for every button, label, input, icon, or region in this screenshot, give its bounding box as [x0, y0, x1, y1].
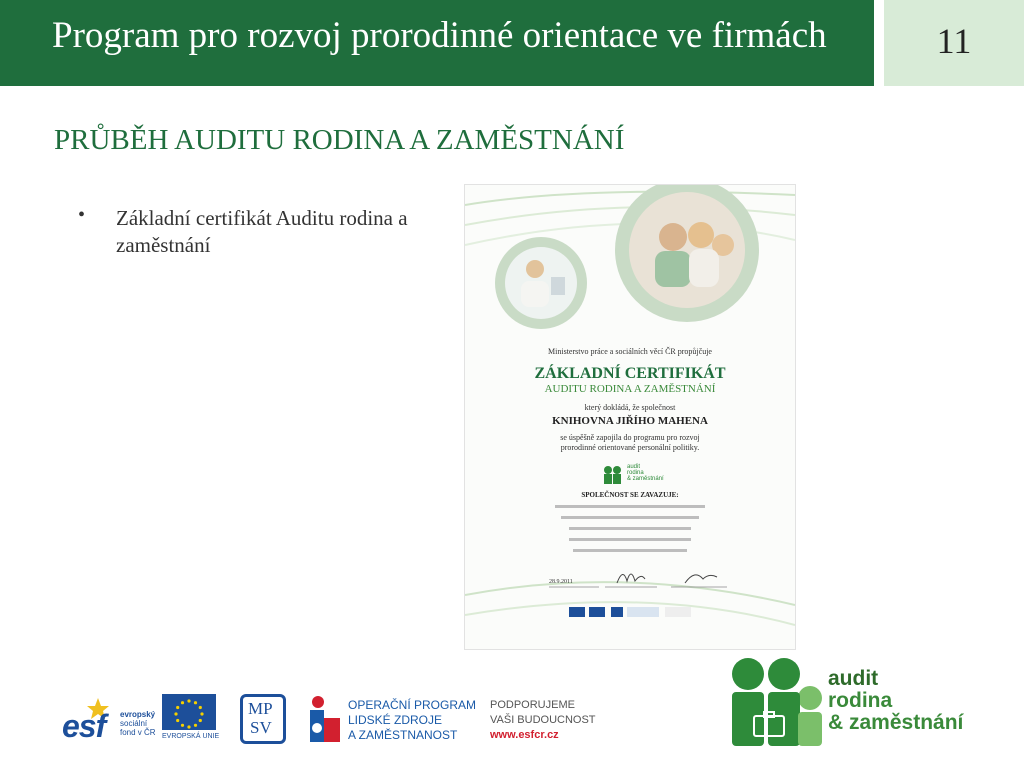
- audit-line2: rodina: [828, 689, 893, 712]
- eu-label: EVROPSKÁ UNIE: [162, 733, 220, 740]
- esf-logo: [62, 694, 157, 744]
- mpsv-bottom: SV: [250, 718, 272, 737]
- esf-line1: evropský: [120, 710, 156, 719]
- op-figure-icon: [308, 694, 342, 744]
- gear-woman-photo: [495, 237, 587, 329]
- certificate-intro: Ministerstvo práce a sociálních věcí ČR propůjčuje: [548, 347, 712, 356]
- mpsv-top: MP: [248, 699, 273, 718]
- certificate-body: se úspěšně zapojila do programu pro rozvoj prorodinné orientované personální politiky.: [560, 433, 700, 452]
- eu-flag: [162, 694, 216, 730]
- audit-line3: & zaměstnání: [828, 711, 964, 734]
- section-title: PRŮBĚH AUDITU RODINA A ZAMĚSTNÁNÍ: [54, 124, 625, 156]
- support-line1: PODPORUJEME: [490, 699, 575, 711]
- page-number-box: [884, 0, 1024, 86]
- eu-logo: [162, 694, 220, 744]
- footer-logos: [0, 650, 1024, 768]
- op-lzz-logo: [308, 694, 478, 744]
- esf-line2: sociální: [120, 719, 148, 728]
- esf-line3: fond v ČR: [120, 728, 156, 737]
- cert-logo-line2: rodina: [627, 470, 644, 476]
- support-url: www.esfcr.cz: [490, 729, 559, 741]
- support-line2: VAŠI BUDOUCNOST: [490, 714, 596, 726]
- op-line1: OPERAČNÍ PROGRAM: [348, 698, 477, 712]
- bullet-text: Základní certifikát Auditu rodina a zaměstnání: [116, 206, 408, 257]
- cert-logo-line1: audit: [627, 464, 641, 470]
- certificate-date: 28.9.2011: [549, 579, 573, 585]
- certificate-attest: který dokládá, že společnost: [584, 403, 676, 412]
- support-text: [490, 698, 610, 744]
- op-line2: LIDSKÉ ZDROJE: [348, 713, 443, 727]
- cert-logo-line3: & zaměstnání: [627, 476, 664, 482]
- eu-stars-icon: [162, 694, 216, 730]
- slide-title: Program pro rozvoj prorodinné orientace ve firmách: [52, 15, 827, 56]
- header-bar: [0, 0, 874, 86]
- audit-family-icon: [730, 656, 826, 748]
- audit-logo-icon: [603, 465, 625, 485]
- certificate-company: KNIHOVNA JIŘÍHO MAHENA: [552, 415, 708, 427]
- certificate-image: [464, 184, 796, 650]
- page-number: 11: [936, 21, 972, 61]
- mpsv-logo: [240, 694, 286, 744]
- esf-mark: esf: [62, 708, 106, 744]
- audit-logo: [730, 656, 980, 748]
- bullet-marker: •: [78, 204, 86, 226]
- gear-family-photo: [615, 185, 759, 322]
- certificate-commitment: SPOLEČNOST SE ZAVAZUJE:: [581, 491, 679, 499]
- audit-line1: audit: [828, 667, 879, 690]
- certificate-title: ZÁKLADNÍ CERTIFIKÁT: [534, 365, 726, 382]
- op-line3: A ZAMĚSTNANOST: [348, 728, 458, 742]
- certificate-subtitle: AUDITU RODINA A ZAMĚSTNÁNÍ: [544, 383, 716, 395]
